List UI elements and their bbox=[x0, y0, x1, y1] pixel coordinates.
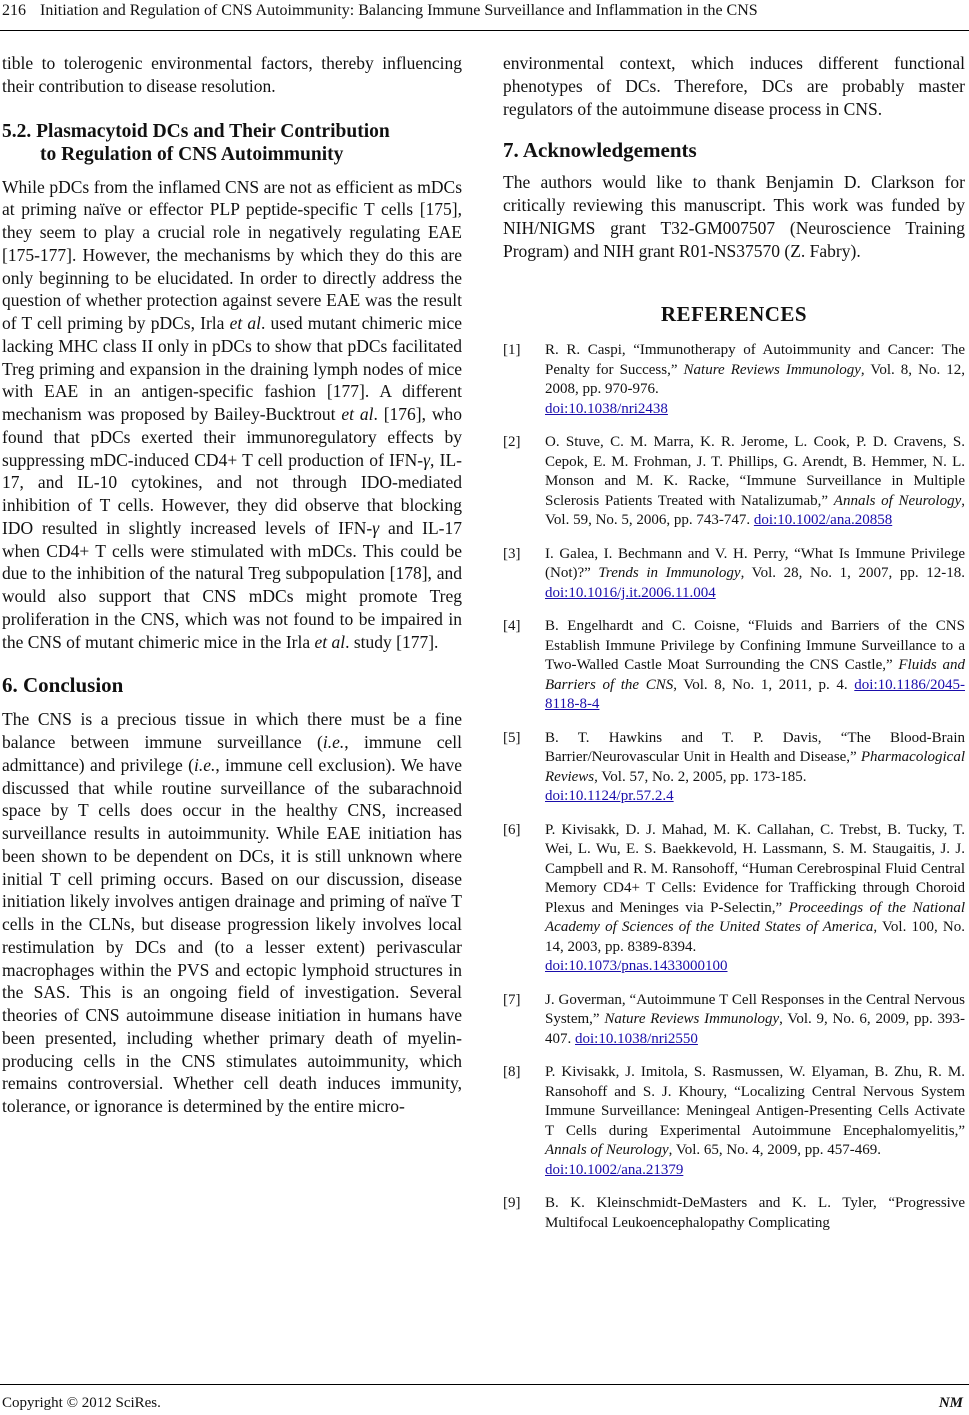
doi-link[interactable]: doi:10.1038/nri2438 bbox=[545, 400, 668, 417]
doi-link[interactable]: doi:10.1002/ana.20858 bbox=[753, 512, 893, 529]
reference-number: [9] bbox=[503, 1195, 521, 1212]
reference-text: , Vol. 28, No. 1, 2007, pp. 12-18. bbox=[740, 565, 965, 582]
text-run: , immune cell admittance) and privilege ( bbox=[2, 732, 462, 775]
paragraph-acknowledgements: The authors would like to thank Benjamin D. Clarkson for critically reviewing this manuscript. This work was funded by NIH/NIGMS grant T32-GM007507 (Neuroscience Training Program) and NIH grant R01-NS37570 (Z. Fabry). bbox=[503, 172, 965, 261]
reference-item bbox=[503, 821, 965, 977]
reference-number: [1] bbox=[503, 342, 521, 359]
paragraph-intro: tible to tolerogenic environmental factors, thereby influencing their contribution to disease resolution. bbox=[2, 53, 462, 96]
reference-number: [8] bbox=[503, 1064, 521, 1081]
reference-item bbox=[503, 433, 965, 531]
ie-italic: i.e. bbox=[193, 754, 216, 775]
text-run: While pDCs from the inflamed CNS are not as efficient as mDCs at priming naïve or effector PLP peptide-specific T cells [175], they seem to play a crucial role in negatively regulating EAE [175-177]. However, the mechanisms by which they do this are only beginning to be elucidated. In order to directly address the question of whether protection against severe EAE was the result of T cell priming by pDCs, Irla bbox=[2, 176, 462, 333]
et-al-italic: et al bbox=[314, 631, 346, 652]
paragraph-5-2 bbox=[2, 176, 462, 654]
section-heading-5-2-line2: to Regulation of CNS Autoimmunity bbox=[40, 143, 344, 165]
journal-name: Trends in Immunology bbox=[598, 565, 741, 582]
reference-item bbox=[503, 341, 965, 419]
references-heading: REFERENCES bbox=[660, 302, 808, 327]
journal-name: Annals of Neurology bbox=[833, 492, 962, 509]
et-al-italic: et al bbox=[341, 404, 374, 424]
journal-name: Nature Reviews Immunology bbox=[604, 1011, 780, 1028]
paragraph-continued: environmental context, which induces different functional phenotypes of DCs. Therefore, DCs are probably master regulators of the autoimmune disease process in CNS. bbox=[503, 53, 965, 119]
text-run: . [176], who found that pDCs exerted their immunoregulatory effects by suppressing mDC-induced CD4+ T cell production of IFN- bbox=[2, 404, 462, 470]
gamma-symbol: γ bbox=[423, 449, 431, 470]
text-run: The CNS is a precious tissue in which there must be a fine balance between immune surveillance ( bbox=[2, 709, 462, 752]
right-column bbox=[503, 52, 965, 1233]
journal-abbreviation: NM bbox=[938, 1395, 963, 1411]
reference-item bbox=[503, 991, 965, 1050]
reference-text: O. Stuve, C. M. Marra, K. R. Jerome, L. Cook, P. D. Cravens, S. Cepok, E. M. Frohman, J. T. Phillips, G. Arendt, B. Hemmer, N. L. Monson and M. K. Racke, “Immune Surveillance in Multiple Sclerosis Patients Treated with Natalizumab,” bbox=[545, 434, 965, 509]
doi-link[interactable]: doi:10.1124/pr.57.2.4 bbox=[545, 788, 674, 805]
text-run: . study [177]. bbox=[345, 631, 439, 652]
reference-list bbox=[503, 341, 965, 1233]
journal-name: Proceedings of the National Academy of Sciences of the United States of America bbox=[545, 899, 965, 936]
text-run: . used mutant chimeric mice lacking MHC class II only in pDCs to show that pDCs facilitated Treg priming and expansion in the draining lymph nodes of mice with EAE in an antigen-specific fashion [177]. A different mechanism was proposed by Bailey-Bucktrout bbox=[2, 313, 462, 424]
reference-text: , Vol. 100, No. 14, 2003, pp. 8389-8394. bbox=[545, 919, 965, 955]
reference-number: [4] bbox=[503, 618, 521, 635]
section-heading-conclusion: 6. Conclusion bbox=[2, 673, 124, 698]
doi-link[interactable]: doi:10.1073/pnas.1433000100 bbox=[545, 958, 728, 975]
reference-text: R. R. Caspi, “Immunotherapy of Autoimmunity and Cancer: The Penalty for Success,” bbox=[545, 342, 965, 378]
reference-number: [5] bbox=[503, 729, 521, 746]
reference-text: I. Galea, I. Bechmann and V. H. Perry, “What Is Immune Privilege (Not)?” bbox=[545, 545, 965, 582]
reference-text: , Vol. 8, No. 12, 2008, pp. 970-976. bbox=[545, 361, 965, 398]
copyright-notice: Copyright © 2012 SciRes. bbox=[2, 1395, 161, 1411]
reference-text: , Vol. 59, No. 5, 2006, pp. 743-747. bbox=[545, 492, 965, 529]
reference-number: [7] bbox=[503, 991, 521, 1008]
reference-text: B. K. Kleinschmidt-DeMasters and K. L. Tyler, “Progressive Multifocal Leukoencephalopathy Complicating bbox=[545, 1195, 965, 1231]
reference-item bbox=[503, 617, 965, 715]
ie-italic: i.e. bbox=[322, 732, 345, 752]
text-run: , IL-17, and IL-10 cytokines, and not through IDO-mediated inhibition of T cells. However, they did observe that blocking IDO resulted in slightly increased levels of IFN- bbox=[2, 449, 462, 538]
reference-text: B. Engelhardt and C. Coisne, “Fluids and Barriers of the CNS Establish Immune Privilege by Confining Immune Surveillance to a Two-Walled Castle Moat Surrounding the CNS Castle,” bbox=[545, 618, 965, 674]
text-run: , immune cell exclusion). We have discussed that while routine surveillance of the subarachnoid space by T cells does occur in the healthy CNS, increased surveillance results in autoimmunity. While EAE initiation has been shown to be dependent on DCs, it is still unknown where initial T cell priming occurs. Based on our discussion, disease initiation likely involves antigen drainage and priming of naïve T cells in the CLNs, but disease progression likely involves local restimulation by DCs and (to a lesser extent) perivascular macrophages within the PVS and ectopic lymphoid structures in the SAS. This is an ongoing field of investigation. Several theories of CNS autoimmune disease initiation in humans have been presented, including whether primary death of myelin-producing cells in the CNS stimulates autoimmunity, which remains controversial. Whether cell death induces immunity, tolerance, or ignorance is determined by the entire micro- bbox=[2, 754, 462, 1116]
journal-name: Nature Reviews Immunology bbox=[683, 361, 861, 378]
reference-text: , Vol. 8, No. 1, 2011, p. 4. bbox=[673, 676, 855, 693]
page-header bbox=[0, 0, 969, 31]
reference-item bbox=[503, 1063, 965, 1180]
doi-link[interactable]: doi:10.1016/j.it.2006.11.004 bbox=[545, 584, 716, 601]
reference-text: , Vol. 57, No. 2, 2005, pp. 173-185. bbox=[594, 768, 807, 785]
running-title: Initiation and Regulation of CNS Autoimmunity: Balancing Immune Surveillance and Inflammation in the CNS bbox=[40, 2, 758, 19]
section-heading-5-2-line1: 5.2. Plasmacytoid DCs and Their Contribution bbox=[2, 120, 390, 142]
doi-link[interactable]: doi:10.1038/nri2550 bbox=[575, 1030, 698, 1047]
doi-link[interactable]: doi:10.1002/ana.21379 bbox=[545, 1161, 684, 1178]
section-heading-acknowledgements: 7. Acknowledgements bbox=[503, 138, 697, 163]
left-column bbox=[2, 52, 462, 1118]
paragraph-conclusion bbox=[2, 708, 462, 1118]
reference-text: , Vol. 9, No. 6, 2009, pp. 393-407. bbox=[545, 1011, 965, 1047]
journal-name: Fluids and Barriers of the CNS bbox=[545, 657, 965, 693]
reference-number: [2] bbox=[503, 434, 521, 451]
et-al-italic: et al bbox=[229, 313, 261, 333]
page-number: 216 bbox=[2, 2, 26, 19]
journal-name: Pharmacological Reviews bbox=[545, 749, 965, 785]
reference-text: B. T. Hawkins and T. P. Davis, “The Blood-Brain Barrier/Neurovascular Unit in Health and Disease,” bbox=[545, 729, 965, 766]
reference-text: P. Kivisakk, D. J. Mahad, M. K. Callahan, C. Trebst, B. Tucky, T. Wei, L. Wu, E. S. Baekkevold, H. Lassmann, S. M. Staugaitis, J. J. Campbell and R. M. Ransohoff, “Human Cerebrospinal Fluid Central Memory CD4+ T Cells: Evidence for Trafficking through Choroid Plexus and Meninges via P-Selectin,” bbox=[545, 821, 965, 916]
reference-item bbox=[503, 1194, 965, 1233]
reference-number: [6] bbox=[503, 821, 521, 838]
reference-text: , Vol. 65, No. 4, 2009, pp. 457-469. bbox=[668, 1142, 881, 1159]
reference-text: P. Kivisakk, J. Imitola, S. Rasmussen, W. Elyaman, B. Zhu, R. M. Ransohoff and S. J. Khoury, “Localizing Central Nervous System Immune Surveillance: Meningeal Antigen-Presenting Cells Activate T Cells during Experimental Autoimmune Encephalomyelitis,” bbox=[545, 1064, 965, 1139]
journal-name: Annals of Neurology bbox=[545, 1142, 669, 1159]
gamma-symbol: γ bbox=[372, 517, 380, 538]
reference-number: [3] bbox=[503, 545, 521, 562]
text-run: and IL-17 when CD4+ T cells were stimulated with mDCs. This could be due to the inhibition of the natural Treg subpopulation [178], and would also support that CNS mDCs might promote Treg proliferation in the CNS, which was not found to be impaired in the CNS of mutant chimeric mice in the Irla bbox=[2, 517, 462, 652]
doi-link[interactable]: doi:10.1186/2045-8118-8-4 bbox=[545, 676, 965, 713]
page-footer bbox=[0, 1384, 969, 1415]
reference-text: J. Goverman, “Autoimmune T Cell Responses in the Central Nervous System,” bbox=[545, 991, 965, 1028]
reference-item bbox=[503, 545, 965, 604]
reference-item bbox=[503, 729, 965, 807]
